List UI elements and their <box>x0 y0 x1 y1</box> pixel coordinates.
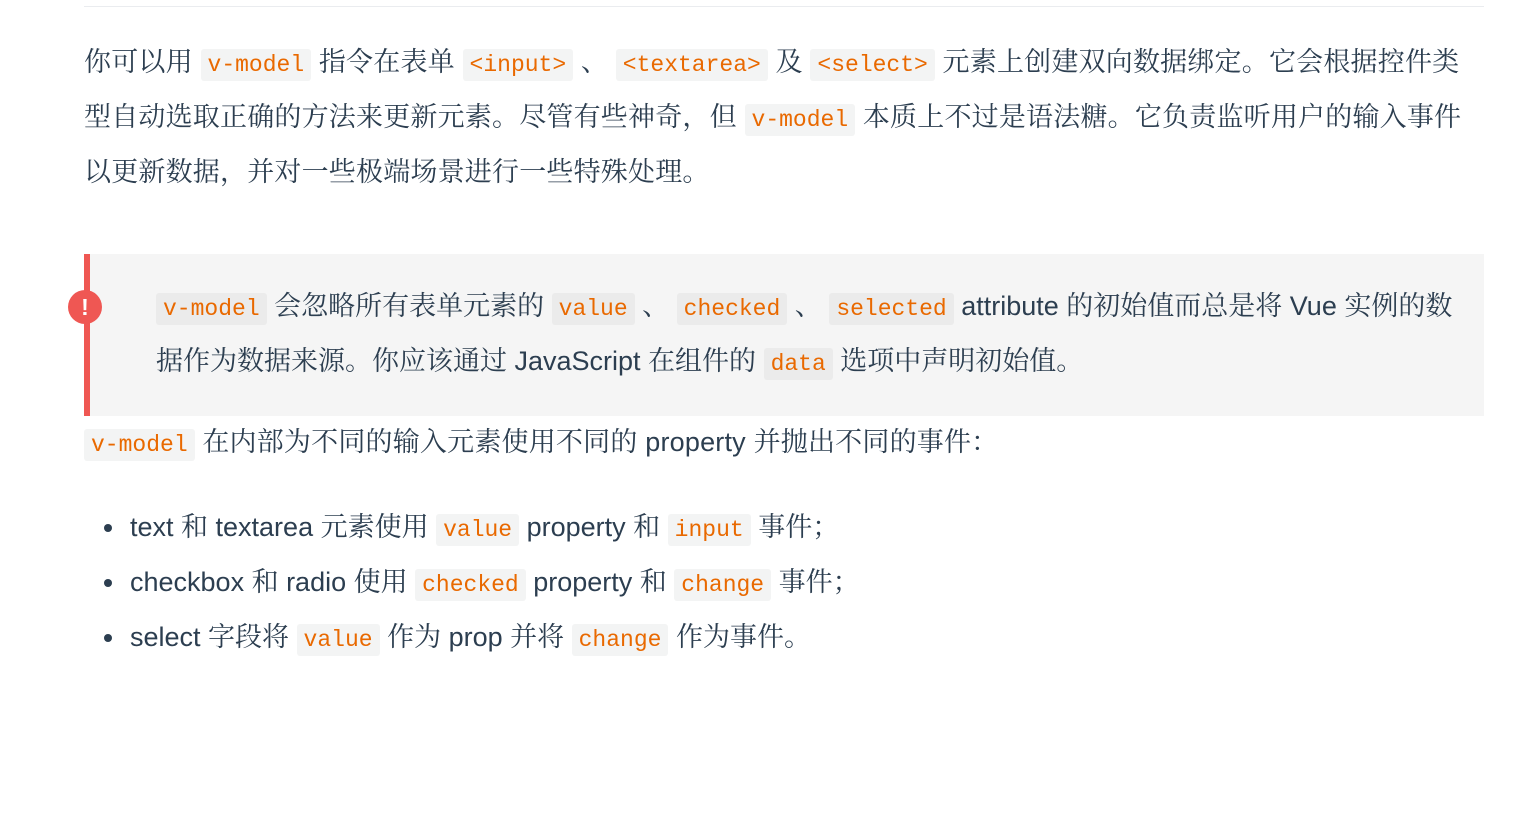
warning-callout <box>81 254 1484 416</box>
inline-code: <input> <box>463 49 574 81</box>
list-item: text 和 textarea 元素使用 value property 和 input 事件； <box>130 501 1484 556</box>
inline-code: v-model <box>156 293 267 325</box>
inline-code: <textarea> <box>616 49 768 81</box>
inline-code: checked <box>677 293 788 325</box>
inline-code: value <box>436 514 519 546</box>
exclamation-mark-icon: ! <box>68 290 102 324</box>
list-item: select 字段将 value 作为 prop 并将 change 作为事件。 <box>130 611 1484 666</box>
inline-code: value <box>297 624 380 656</box>
inline-code: change <box>674 569 771 601</box>
inline-code: v-model <box>201 49 312 81</box>
lead-paragraph: v-model 在内部为不同的输入元素使用不同的 property 并抛出不同的事件： <box>84 416 1484 471</box>
document-content <box>81 36 1484 666</box>
inline-code: input <box>668 514 751 546</box>
inline-code: checked <box>415 569 526 601</box>
section-divider <box>84 6 1484 7</box>
inline-code: selected <box>829 293 953 325</box>
property-event-list <box>84 501 1484 666</box>
inline-code: data <box>764 348 833 380</box>
warning-callout-text: v-model 会忽略所有表单元素的 value 、 checked 、 selected attribute 的初始值而总是将 Vue 实例的数据作为数据来源。你应该通过 JavaScript 在组件的 data 选项中声明初始值。 <box>156 280 1454 390</box>
intro-paragraph: 你可以用 v-model 指令在表单 <input> 、 <textarea> 及 <select> 元素上创建双向数据绑定。它会根据控件类型自动选取正确的方法来更新元素。尽管有些神奇，但 v-model 本质上不过是语法糖。它负责监听用户的输入事件以更新数据，并对一些极端场景进行一些特殊处理。 <box>84 47 1462 187</box>
inline-code: <select> <box>810 49 934 81</box>
inline-code: value <box>552 293 635 325</box>
inline-code: v-model <box>84 429 195 461</box>
inline-code: v-model <box>745 104 856 136</box>
inline-code: change <box>572 624 669 656</box>
list-item: checkbox 和 radio 使用 checked property 和 change 事件； <box>130 556 1484 611</box>
